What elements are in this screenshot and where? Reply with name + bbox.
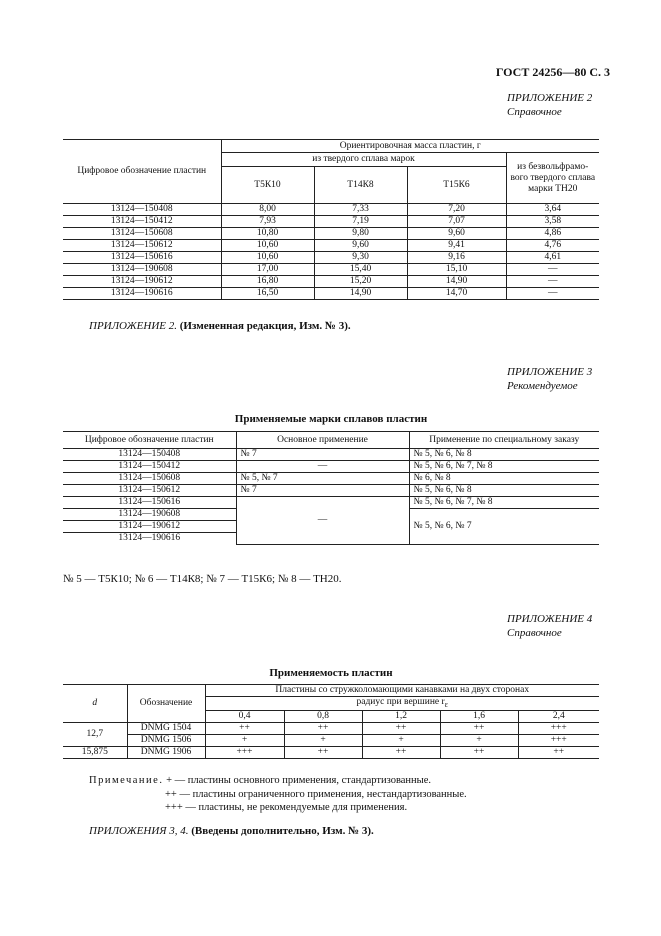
cell: 7,19 xyxy=(314,216,407,228)
col-designation: Цифровое обозначение пластин xyxy=(63,432,236,449)
applicability-table xyxy=(63,684,599,759)
appendix-title: ПРИЛОЖЕНИЕ 4 xyxy=(507,613,593,625)
value-cell: +++ xyxy=(518,734,599,746)
appendix-subtitle: Рекомендуемое xyxy=(507,380,578,392)
note-text: (Измененная редакция, Изм. № 3). xyxy=(179,320,351,332)
radius-label: радиус при вершине r xyxy=(356,697,445,707)
col-mass: Ориентировочная масса пластин, г xyxy=(221,140,599,153)
cell: 9,80 xyxy=(314,228,407,240)
col-hard-alloy: из твердого сплава марок xyxy=(221,153,506,167)
cell: 4,76 xyxy=(506,240,599,252)
code-cell: 13124—190616 xyxy=(63,533,236,545)
designation-cell: DNMG 1506 xyxy=(127,734,205,746)
appendix-4-heading xyxy=(507,612,592,640)
value-cell: ++ xyxy=(440,722,518,734)
cell: 13124—190616 xyxy=(63,288,221,300)
main-cell: — xyxy=(236,497,409,545)
appendix-subtitle: Справочное xyxy=(507,106,562,118)
cell: — xyxy=(506,264,599,276)
cell: 7,20 xyxy=(407,204,506,216)
radius-0-4: 0,4 xyxy=(205,710,284,722)
value-cell: + xyxy=(284,734,362,746)
cell: 3,64 xyxy=(506,204,599,216)
cell: 7,33 xyxy=(314,204,407,216)
special-cell: № 5, № 6, № 7 xyxy=(409,509,599,545)
main-cell: — xyxy=(236,461,409,473)
cell: 13124—190608 xyxy=(63,264,221,276)
appendix-2-note xyxy=(89,320,351,332)
cell: 13124—150412 xyxy=(63,216,221,228)
alloy-legend: № 5 — Т5К10; № 6 — Т14К8; № 7 — Т15К6; № 8 — ТН20. xyxy=(63,573,342,585)
table-row xyxy=(63,216,599,228)
main-cell: № 7 xyxy=(236,485,409,497)
cell: 10,60 xyxy=(221,240,314,252)
special-cell: № 5, № 6, № 8 xyxy=(409,485,599,497)
code-cell: 13124—150608 xyxy=(63,473,236,485)
value-cell: ++ xyxy=(284,722,362,734)
appendix-subtitle: Справочное xyxy=(507,627,562,639)
radius-1-2: 1,2 xyxy=(362,710,440,722)
cell: 9,30 xyxy=(314,252,407,264)
cell: 9,60 xyxy=(407,228,506,240)
value-cell: ++ xyxy=(362,722,440,734)
table-row xyxy=(63,204,599,216)
cell: 14,70 xyxy=(407,288,506,300)
cell: 10,80 xyxy=(221,228,314,240)
code-cell: 13124—150408 xyxy=(63,449,236,461)
appendix-4-footer xyxy=(89,825,374,837)
cell: 13124—150608 xyxy=(63,228,221,240)
value-cell: +++ xyxy=(205,746,284,758)
note-line-3: +++ — пластины, не рекомендуемые для применения. xyxy=(165,802,408,813)
cell: 8,00 xyxy=(221,204,314,216)
note-label: Примечание. xyxy=(89,775,164,786)
grade-t14k8: Т14К8 xyxy=(314,167,407,204)
cell: 9,60 xyxy=(314,240,407,252)
note-ref: ПРИЛОЖЕНИЕ 2. xyxy=(89,320,177,332)
col-special: Применение по специальному заказу xyxy=(409,432,599,449)
code-cell: 13124—190612 xyxy=(63,521,236,533)
appendix-2-heading xyxy=(507,91,592,119)
col-main: Основное применение xyxy=(236,432,409,449)
radius-subscript: ε xyxy=(444,699,448,709)
cell: 15,40 xyxy=(314,264,407,276)
cell: — xyxy=(506,288,599,300)
code-cell: 13124—150412 xyxy=(63,461,236,473)
table-row xyxy=(63,734,599,746)
table-row xyxy=(63,276,599,288)
cell: — xyxy=(506,276,599,288)
main-cell: № 7 xyxy=(236,449,409,461)
special-cell: № 6, № 8 xyxy=(409,473,599,485)
code-cell: 13124—150612 xyxy=(63,485,236,497)
cell: 13124—150616 xyxy=(63,252,221,264)
d-cell: 15,875 xyxy=(63,746,127,758)
grade-t5k10: Т5К10 xyxy=(221,167,314,204)
designation-cell: DNMG 1504 xyxy=(127,722,205,734)
special-cell: № 5, № 6, № 8 xyxy=(409,449,599,461)
value-cell: ++ xyxy=(205,722,284,734)
footer-ref: ПРИЛОЖЕНИЯ 3, 4. xyxy=(89,825,189,837)
designation-cell: DNMG 1906 xyxy=(127,746,205,758)
table-row xyxy=(63,240,599,252)
col-designation: Цифровое обозначение пластин xyxy=(63,140,221,204)
appendix-3-table-title: Применяемые марки сплавов пластин xyxy=(234,413,428,425)
cell: 14,90 xyxy=(407,276,506,288)
col-radius xyxy=(205,697,599,711)
note-line-1 xyxy=(89,775,431,786)
col-designation: Обозначение xyxy=(127,685,205,723)
value-cell: +++ xyxy=(518,722,599,734)
code-cell: 13124—150616 xyxy=(63,497,236,509)
appendix-title: ПРИЛОЖЕНИЕ 3 xyxy=(507,366,593,378)
footer-text: (Введены дополнительно, Изм. № 3). xyxy=(191,825,374,837)
value-cell: ++ xyxy=(518,746,599,758)
appendix-3-heading xyxy=(507,365,592,393)
table-row xyxy=(63,288,599,300)
cell: 17,00 xyxy=(221,264,314,276)
mass-table xyxy=(63,139,599,300)
cell: 13124—150612 xyxy=(63,240,221,252)
cell: 9,16 xyxy=(407,252,506,264)
value-cell: ++ xyxy=(284,746,362,758)
note-text: + — пластины основного применения, стандартизованные. xyxy=(166,775,432,786)
d-cell: 12,7 xyxy=(63,722,127,746)
col-d: d xyxy=(63,685,127,723)
cell: 7,07 xyxy=(407,216,506,228)
code-cell: 13124—190608 xyxy=(63,509,236,521)
col-tungsten-free: из безвольфрамо-вого твердого сплава марки ТН20 xyxy=(506,153,599,204)
cell: 7,93 xyxy=(221,216,314,228)
col-plates: Пластины со стружколомающими канавками на двух сторонах xyxy=(205,685,599,697)
radius-2-4: 2,4 xyxy=(518,710,599,722)
table-row xyxy=(63,264,599,276)
cell: 9,41 xyxy=(407,240,506,252)
cell: 14,90 xyxy=(314,288,407,300)
main-cell: № 5, № 7 xyxy=(236,473,409,485)
cell: 4,61 xyxy=(506,252,599,264)
table-row xyxy=(63,722,599,734)
cell: 15,10 xyxy=(407,264,506,276)
alloy-table xyxy=(63,431,599,545)
cell: 16,80 xyxy=(221,276,314,288)
special-cell: № 5, № 6, № 7, № 8 xyxy=(409,461,599,473)
value-cell: ++ xyxy=(362,746,440,758)
radius-0-8: 0,8 xyxy=(284,710,362,722)
page-header: ГОСТ 24256—80 С. 3 xyxy=(495,65,610,79)
appendix-4-table-title: Применяемость пластин xyxy=(269,667,393,679)
value-cell: + xyxy=(205,734,284,746)
note-line-2: ++ — пластины ограниченного применения, нестандартизованные. xyxy=(165,789,467,800)
appendix-title: ПРИЛОЖЕНИЕ 2 xyxy=(507,92,593,104)
cell: 10,60 xyxy=(221,252,314,264)
value-cell: + xyxy=(362,734,440,746)
cell: 13124—150408 xyxy=(63,204,221,216)
table-row xyxy=(63,252,599,264)
special-cell: № 5, № 6, № 7, № 8 xyxy=(409,497,599,509)
value-cell: ++ xyxy=(440,746,518,758)
table-row xyxy=(63,228,599,240)
table-row xyxy=(63,746,599,758)
radius-1-6: 1,6 xyxy=(440,710,518,722)
cell: 3,58 xyxy=(506,216,599,228)
cell: 15,20 xyxy=(314,276,407,288)
cell: 13124—190612 xyxy=(63,276,221,288)
value-cell: + xyxy=(440,734,518,746)
cell: 4,86 xyxy=(506,228,599,240)
grade-t15k6: Т15К6 xyxy=(407,167,506,204)
cell: 16,50 xyxy=(221,288,314,300)
